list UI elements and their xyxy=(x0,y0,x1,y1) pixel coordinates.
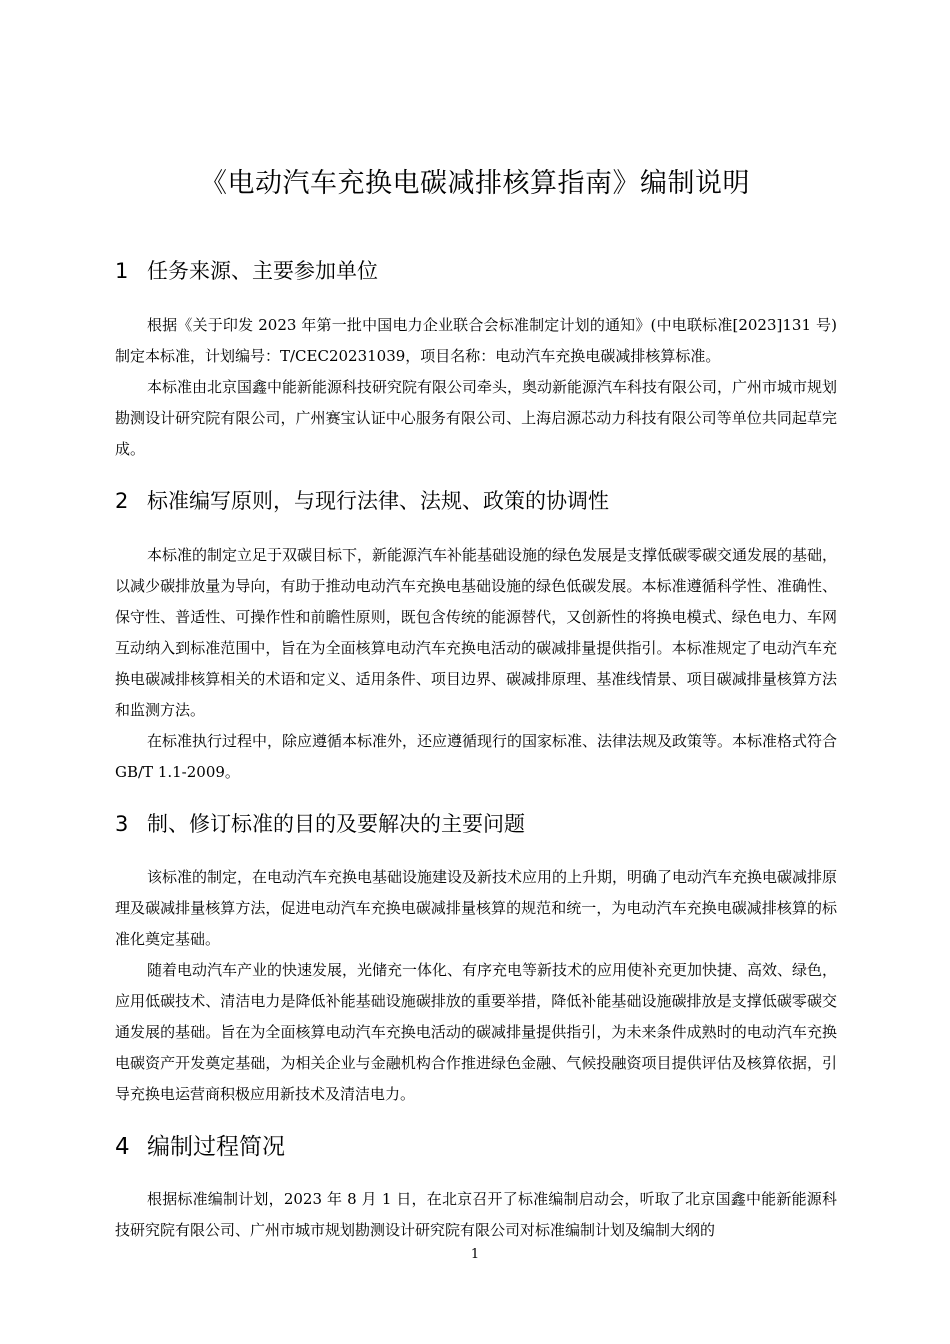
section-heading-2 xyxy=(115,486,835,516)
page-number: 1 xyxy=(470,1247,480,1262)
paragraph: 该标准的制定，在电动汽车充换电基础设施建设及新技术应用的上升期，明确了电动汽车充换电碳减排原理及碳减排量核算方法，促进电动汽车充换电碳减排量核算的规范和统一，为电动汽车充换电碳减排核算的标准化奠定基础。 xyxy=(115,868,838,948)
paragraph: 随着电动汽车产业的快速发展，光储充一体化、有序充电等新技术的应用使补充更加快捷、高效、绿色，应用低碳技术、清洁电力是降低补能基础设施碳排放的重要举措，降低补能基础设施碳排放是支撑低碳零碳交通发展的基础。旨在为全面核算电动汽车充换电活动的碳减排量提供指引，为未来条件成熟时的电动汽车充换电碳资产开发奠定基础，为相关企业与金融机构合作推进绿色金融、气候投融资项目提供评估及核算依据，引导充换电运营商积极应用新技术及清洁电力。 xyxy=(115,961,838,1103)
paragraph: 根据标准编制计划，2023 年 8 月 1 日，在北京召开了标准编制启动会，听取了北京国鑫中能新能源科技研究院有限公司、广州市城市规划勘测设计研究院有限公司对标准编制计划及编制大纲的 xyxy=(115,1190,837,1239)
section-title: 任务来源、主要参加单位 xyxy=(147,259,378,283)
paragraph: 本标准的制定立足于双碳目标下，新能源汽车补能基础设施的绿色发展是支撑低碳零碳交通发展的基础，以减少碳排放量为导向，有助于推动电动汽车充换电基础设施的绿色低碳发展。本标准遵循科学性、准确性、保守性、普适性、可操作性和前瞻性原则，既包含传统的能源替代，又创新性的将换电模式、绿色电力、车网互动纳入到标准范围中，旨在为全面核算电动汽车充换电活动的碳减排量提供指引。本标准规定了电动汽车充换电碳减排核算相关的术语和定义、适用条件、项目边界、碳减排原理、基准线情景、项目碳减排量核算方法和监测方法。 xyxy=(115,546,838,719)
section-number: 2 xyxy=(115,489,129,513)
section-title: 标准编写原则，与现行法律、法规、政策的协调性 xyxy=(147,489,609,513)
section-number: 4 xyxy=(115,1134,130,1160)
document-title: 《电动汽车充换电碳减排核算指南》编制说明 xyxy=(200,168,750,199)
section-number: 1 xyxy=(115,259,129,283)
paragraph: 本标准由北京国鑫中能新能源科技研究院有限公司牵头，奥动新能源汽车科技有限公司，广州市城市规划勘测设计研究院有限公司，广州赛宝认证中心服务有限公司、上海启源芯动力科技有限公司等单位共同起草完成。 xyxy=(115,378,838,458)
paragraph: 根据《关于印发 2023 年第一批中国电力企业联合会标准制定计划的通知》(中电联标准[2023]131 号)制定本标准，计划编号：T/CEC20231039，项目名称：电动汽车充换电碳减排核算标准。 xyxy=(115,316,837,365)
section-heading-4 xyxy=(115,1132,835,1162)
section-number: 3 xyxy=(115,812,129,836)
section-title: 编制过程简况 xyxy=(147,1134,285,1160)
section-title: 制、修订标准的目的及要解决的主要问题 xyxy=(147,812,525,836)
paragraph: 在标准执行过程中，除应遵循本标准外，还应遵循现行的国家标准、法律法规及政策等。本标准格式符合 GB/T 1.1-2009。 xyxy=(115,732,838,781)
section-heading-3 xyxy=(115,809,835,839)
section-heading-1 xyxy=(115,256,835,286)
